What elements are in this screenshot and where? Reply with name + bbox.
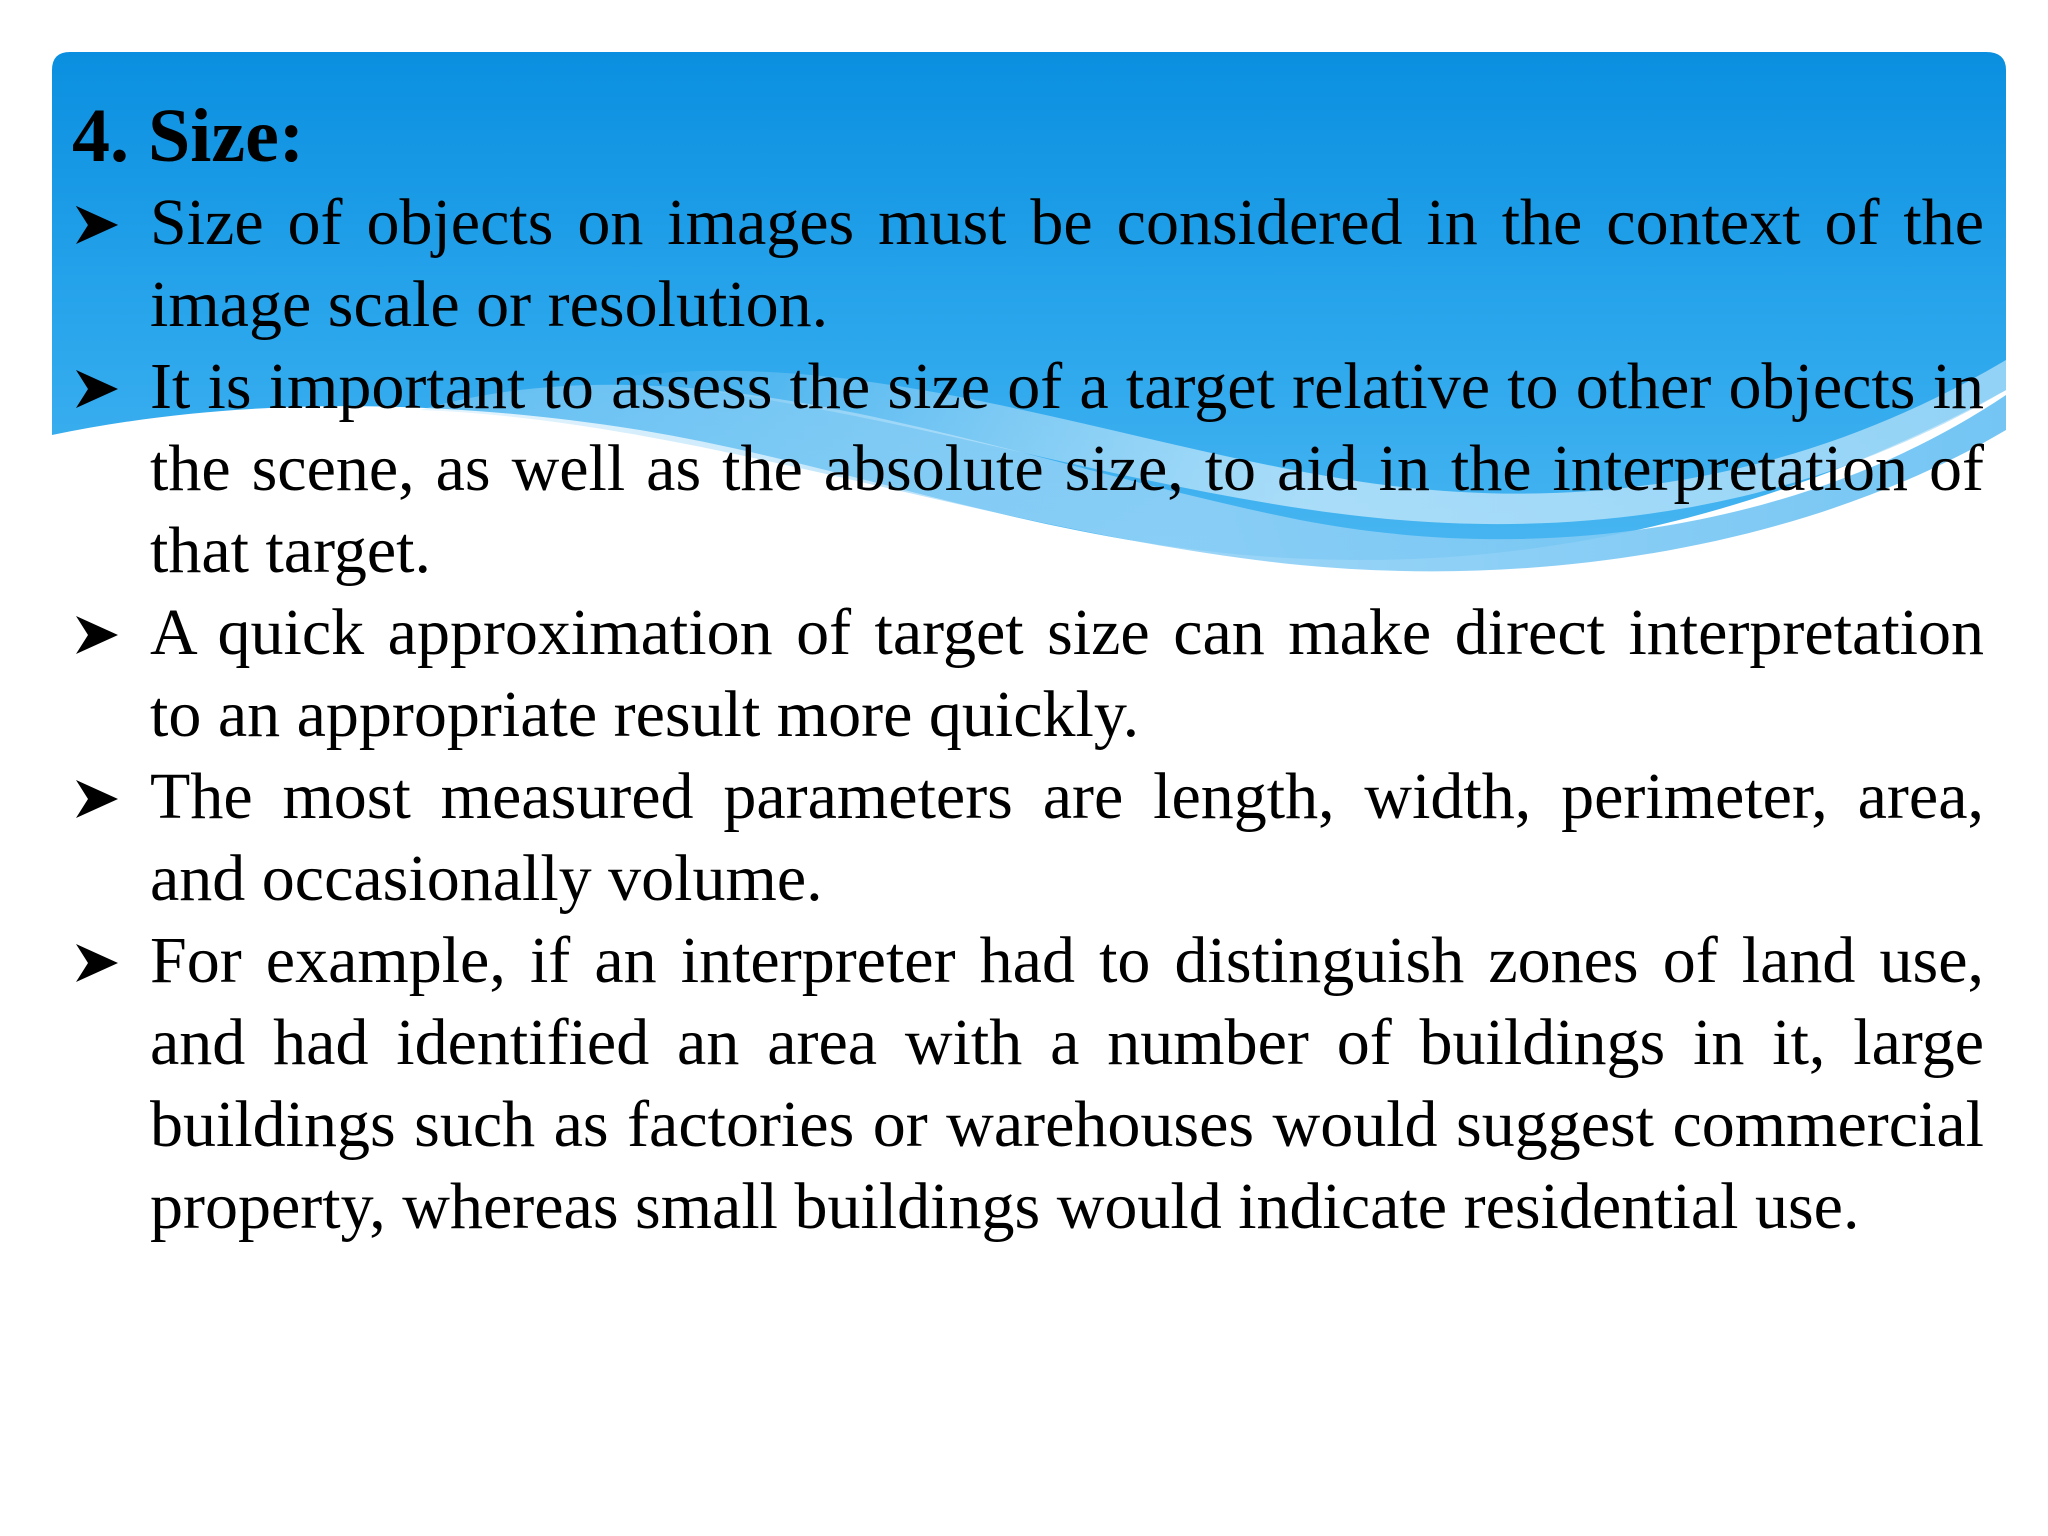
- arrowhead-bullet-icon: [74, 940, 120, 986]
- bullet-item: [72, 592, 1984, 756]
- bullet-text: A quick approximation of target size can make direct interpretation to an appropriate result more quickly.: [150, 596, 1984, 751]
- arrowhead-bullet-icon: [74, 366, 120, 412]
- bullet-item: [72, 756, 1984, 920]
- arrowhead-bullet-icon: [74, 612, 120, 658]
- bullet-text: It is important to assess the size of a target relative to other objects in the scene, as well as the absolute size, to aid in the interpretation of that target.: [150, 350, 1984, 587]
- bullet-text: For example, if an interpreter had to distinguish zones of land use, and had identified an area with a number of buildings in it, large buildings such as factories or warehouses would suggest commercial property, whereas small buildings would indicate residential use.: [150, 924, 1984, 1243]
- arrowhead-bullet-icon: [74, 202, 120, 248]
- slide-content: [72, 92, 1984, 1248]
- arrowhead-bullet-icon: [74, 776, 120, 822]
- bullet-text: Size of objects on images must be considered in the context of the image scale or resolution.: [150, 186, 1984, 341]
- bullet-text: The most measured parameters are length, width, perimeter, area, and occasionally volume.: [150, 760, 1984, 915]
- bullet-item: [72, 920, 1984, 1248]
- slide-heading: 4. Size:: [72, 94, 305, 178]
- bullet-item: [72, 182, 1984, 346]
- bullet-item: [72, 346, 1984, 592]
- bullet-list: [72, 182, 1984, 1248]
